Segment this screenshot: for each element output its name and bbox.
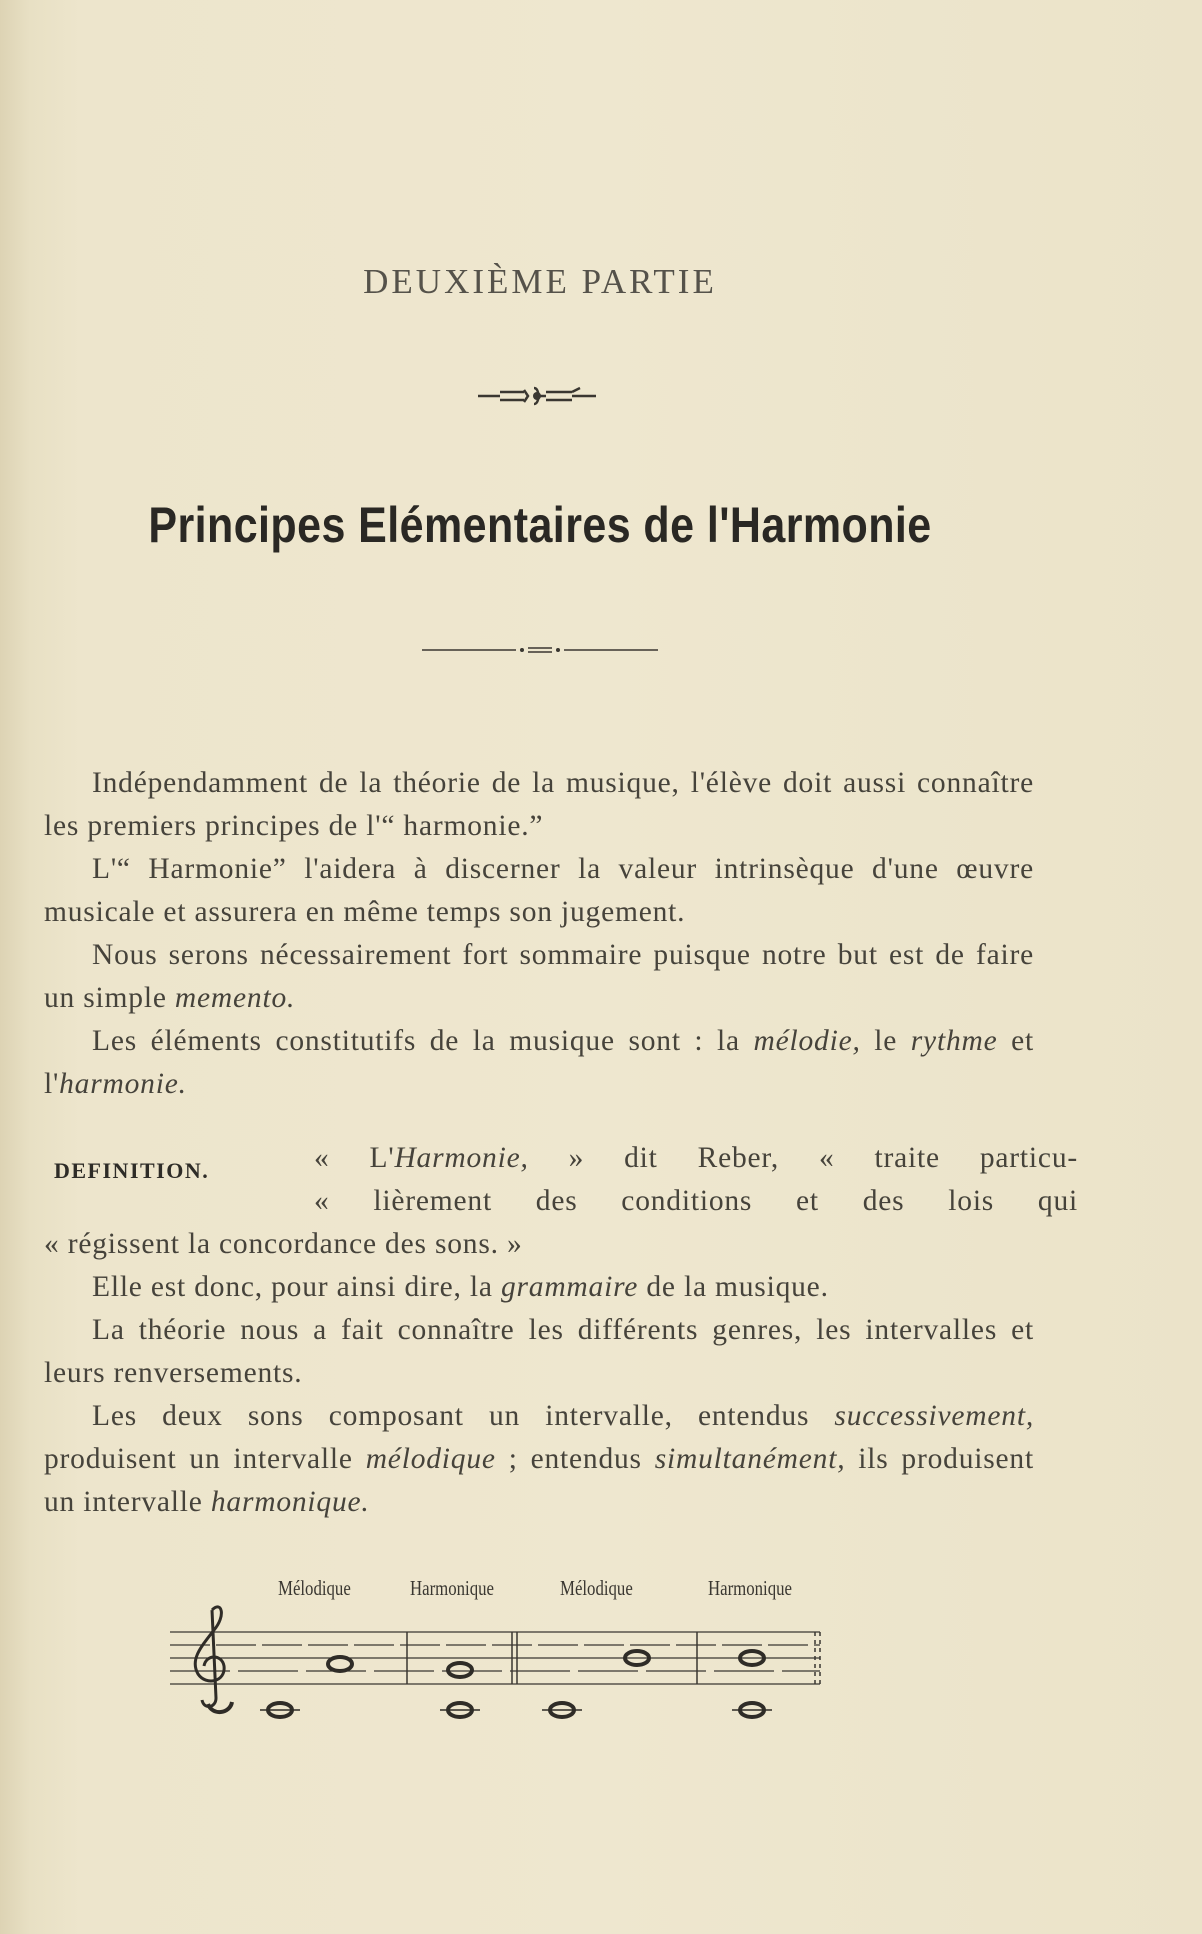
treble-clef-icon <box>195 1607 224 1707</box>
paragraph-6: La théorie nous a fait connaître les différents genres, les intervalles et leurs renversements. <box>44 1314 1034 1389</box>
definition-line-3: « régissent la concordance des sons. » <box>44 1228 523 1260</box>
paragraph-1: Indépendamment de la théorie de la musique, l'élève doit aussi connaître les premiers principes de l'“ harmonie.” <box>44 767 1034 842</box>
ornament-divider <box>476 384 598 408</box>
definition-line-1: « L'Harmonie, » dit Reber, « traite particu- <box>314 1142 1078 1174</box>
music-label-melodique-2: Mélodique <box>560 1576 633 1600</box>
paragraph-3: Nous serons nécessairement fort sommaire puisque notre but est de faire un simple memento. <box>44 939 1034 1014</box>
page-title: Principes Elémentaires de l'Harmonie <box>148 497 932 553</box>
paragraph-5: Elle est donc, pour ainsi dire, la grammaire de la musique. <box>92 1271 829 1303</box>
intro-text <box>44 762 1034 1106</box>
definition-block <box>44 1137 1078 1266</box>
body-text <box>44 1266 1034 1524</box>
music-label-melodique-1: Mélodique <box>278 1576 351 1600</box>
clef-tail-icon <box>208 1702 232 1712</box>
part-heading: DEUXIÈME PARTIE <box>363 262 717 301</box>
music-label-harmonique-2: Harmonique <box>708 1576 792 1600</box>
music-label-harmonique-1: Harmonique <box>410 1576 494 1600</box>
staff-lines <box>170 1632 820 1684</box>
music-staff <box>160 1570 840 1750</box>
definition-label: DEFINITION. <box>54 1158 210 1183</box>
definition-line-2: « lièrement des conditions et des lois qui <box>314 1185 1078 1217</box>
paragraph-2: L'“ Harmonie” l'aidera à discerner la valeur intrinsèque d'une œuvre musicale et assurera en même temps son jugement. <box>44 853 1034 928</box>
paragraph-7: Les deux sons composant un intervalle, entendus successivement, produisent un intervalle mélodique ; entendus simultanément, ils produisent un intervalle harmonique. <box>44 1400 1034 1518</box>
paragraph-4: Les éléments constitutifs de la musique sont : la mélodie, le rythme et l'harmonie. <box>44 1025 1034 1100</box>
decorative-rule <box>420 644 660 656</box>
